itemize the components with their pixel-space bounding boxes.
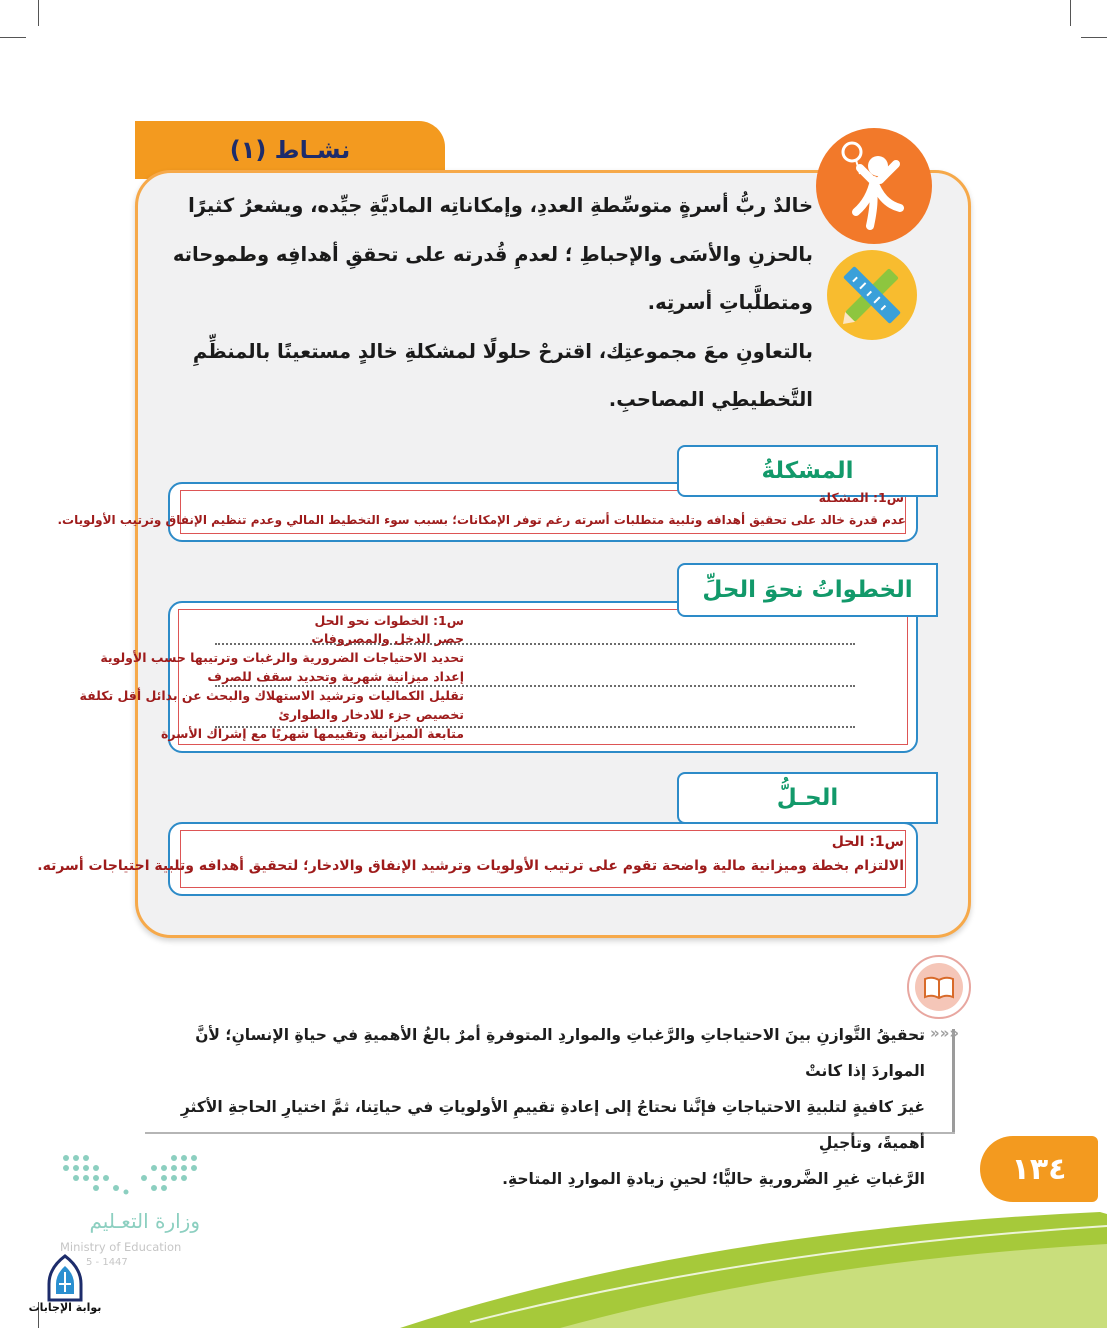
pencil-ruler-icon [827,250,917,340]
solution-label-box [677,772,938,824]
steps-answer-line: تخصيص جزء للادخار والطوارئ [278,707,464,722]
watermark-lantern-logo [43,1254,87,1302]
steps-answer-heading: س1: الخطوات نحو الحل [314,613,464,628]
watermark-text: بوابة الإجابات [28,1301,102,1314]
crop-mark [38,0,39,26]
activity-title: نشـاط (١) [229,136,351,164]
solution-answer-heading: س1: الحل [831,834,904,850]
ministry-year: 5 - 1447 [86,1257,128,1268]
summary-line: تحقيقُ التَّوازنِ بينَ الاحتياجاتِ والرَّغباتِ والمواردِ المتوفرةِ أمرٌ بالغُ الأهميةِ في حياةِ الإنسانِ؛ لأنَّ المواردَ إذا كانتْ [195,1026,925,1080]
steps-label-box [677,563,938,617]
quote-chevrons-icon: ««« [930,1024,960,1042]
paragraph-line: ومتطلَّباتِ أسرتِه. [647,291,813,314]
summary-line: غيرَ كافيةٍ لتلبيةِ الاحتياجاتِ فإنَّنا نحتاجُ إلى إعادةِ تقييمِ الأولوياتِ في حياتِنا، ثمَّ اختيارِ الحاجةِ الأكثرِ أهميةً، وتأجيلِ [180,1098,925,1152]
paragraph-line: التَّخطيطِي المصاحبِ. [608,388,813,411]
crop-mark [1070,1302,1071,1328]
problem-answer-text: عدم قدرة خالد على تحقيق أهدافه وتلبية متطلبات أسرته رغم توفر الإمكانات؛ بسبب سوء التخطيط المالي وعدم تنظيم الإنفاق وترتيب الأولويات. [57,513,906,527]
steps-answer-line: إعداد ميزانية شهرية وتحديد سقف للصرف [207,669,464,684]
solution-answer-text: الالتزام بخطة وميزانية مالية واضحة تقوم على ترتيب الأولويات وترشيد الإنفاق والادخار؛ لتحقيق أهدافه وتلبية احتياجات أسرته. [37,858,904,874]
dotted-line [215,685,855,687]
problem-answer-heading: س1: المشكلة [818,490,904,505]
paragraph-line: بالتعاونِ معَ مجموعتِك، اقترحْ حلولًا لمشكلةِ خالدٍ مستعينًا بالمنظِّمِ [192,339,813,363]
activity-paragraph [168,182,813,425]
summary-frame-right [952,1029,955,1134]
summary-line: الرَّغباتِ غيرِ الضَّروريةِ حاليًّا؛ لحينِ زيادةِ المواردِ المتاحةِ. [502,1170,925,1188]
page-number: ١٣٤ [1011,1151,1067,1187]
paragraph-line: بالحزنِ والأسَى والإحباطِ ؛ لعدمِ قُدرته على تحققِ أهدافِه وطموحاته [172,242,813,266]
paragraph-line: خالدٌ ربُّ أسرةٍ متوسِّطةِ العددِ، وإمكاناتِه الماديَّةِ جيِّده، ويشعرُ كثيرًا [188,194,813,217]
steps-answer-line: متابعة الميزانية وتقييمها شهريًا مع إشراك الأسرة [161,726,464,741]
ministry-name-ar: وزارة التعـليم [89,1209,200,1233]
crop-mark [1070,0,1071,26]
page-number-badge [980,1136,1098,1202]
solution-label: الحـلُّ [776,785,839,811]
crop-mark [1081,37,1107,38]
summary-text [145,1017,925,1197]
cheering-person-icon [816,128,932,244]
steps-answer-line: حصر الدخل والمصروفات [311,631,464,646]
steps-label: الخطواتُ نحوَ الحلِّ [702,577,913,603]
crop-mark [0,37,26,38]
problem-label: المشكلةُ [761,458,854,484]
ministry-name-en: Ministry of Education [60,1240,182,1254]
open-book-icon [907,955,971,1019]
steps-answer-line: تحديد الاحتياجات الضرورية والرغبات وترتيبها حسب الأولوية [100,650,464,665]
steps-answer-line: تقليل الكماليات وترشيد الاستهلاك والبحث عن بدائل أقل تكلفة [79,688,464,703]
ministry-dots-logo [60,1152,200,1202]
